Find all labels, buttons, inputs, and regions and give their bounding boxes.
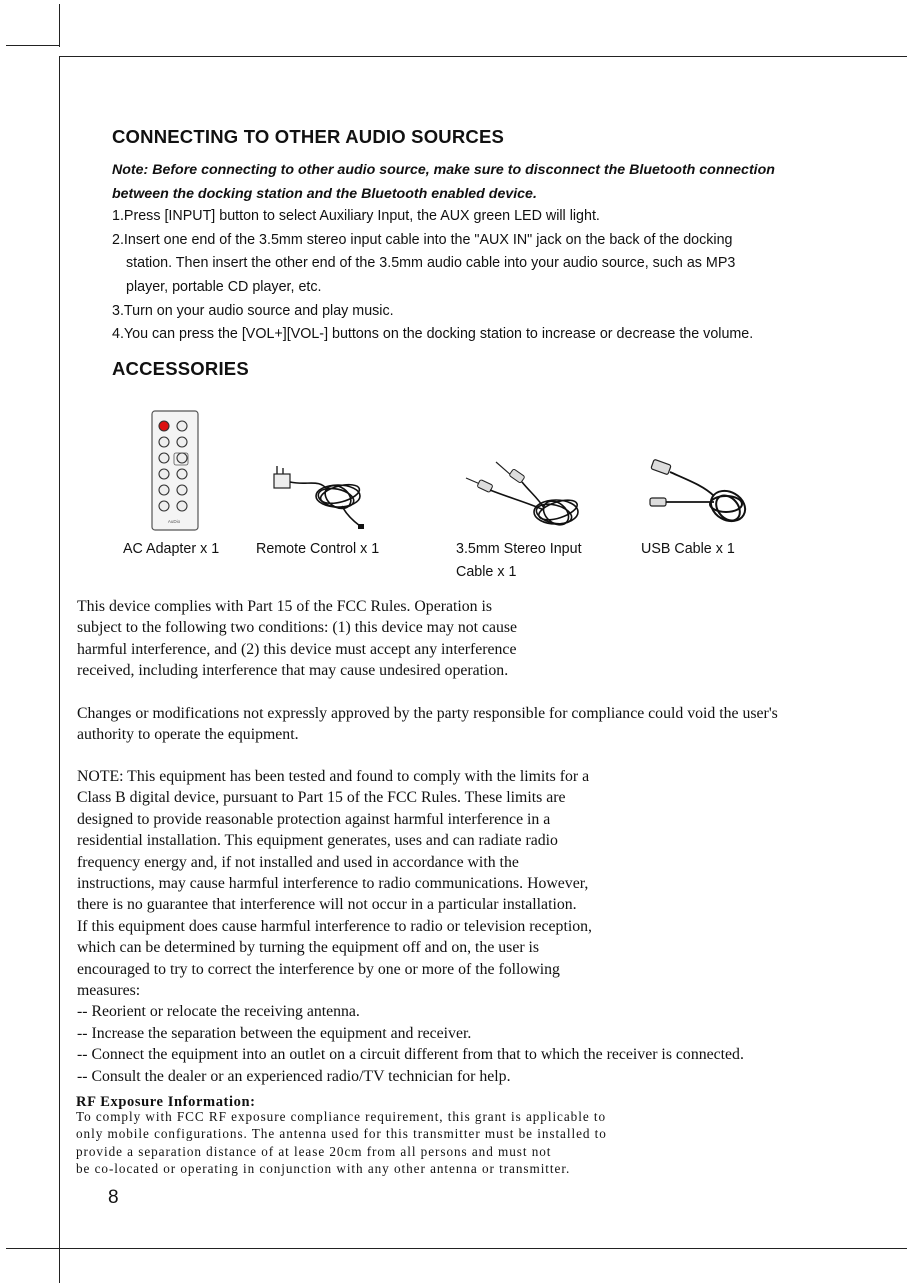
ac-adapter-image <box>268 462 378 534</box>
step-line: 2.Insert one end of the 3.5mm stereo input cable into the "AUX IN" jack on the back of the docking <box>112 232 733 248</box>
text-line: instructions, may cause harmful interference to radio communications. However, <box>77 875 589 893</box>
caption-stereo-cable <box>456 538 582 584</box>
text-line: which can be determined by turning the equipment off and on, the user is <box>77 939 540 957</box>
text-line: received, including interference that may cause undesired operation. <box>77 662 509 680</box>
step-line: 3.Turn on your audio source and play music. <box>112 303 394 319</box>
remote-control-image <box>150 410 202 532</box>
crop-mark-bottom-horizontal <box>6 1248 60 1249</box>
text-line: residential installation. This equipment generates, uses and can radiate radio <box>77 832 558 850</box>
text-line: To comply with FCC RF exposure compliance requirement, this grant is applicable to <box>76 1109 607 1124</box>
text-line: -- Increase the separation between the equipment and receiver. <box>77 1024 472 1042</box>
note-text <box>112 158 775 206</box>
stereo-cable-image <box>460 458 600 534</box>
usb-cable-image <box>648 456 752 532</box>
remote-brand-label: AuDio <box>167 519 181 524</box>
text-line: authority to operate the equipment. <box>77 726 299 744</box>
page-number: 8 <box>108 1187 119 1208</box>
text-line: encouraged to try to correct the interference by one or more of the following <box>77 960 560 978</box>
text-line: designed to provide reasonable protection against harmful interference in a <box>77 810 551 828</box>
step-line: 1.Press [INPUT] button to select Auxiliary Input, the AUX green LED will light. <box>112 208 600 224</box>
text-line: -- Connect the equipment into an outlet on a circuit different from that to which the receiver is connected. <box>77 1046 744 1064</box>
text-line: -- Consult the dealer or an experienced radio/TV technician for help. <box>77 1067 511 1085</box>
power-button-icon <box>159 421 169 431</box>
text-line: Changes or modifications not expressly approved by the party responsible for compliance could void the user's <box>77 705 778 722</box>
text-line: provide a separation distance of at lease 20cm from all persons and must not <box>76 1143 552 1159</box>
text-line: subject to the following two conditions: (1) this device may not cause <box>77 619 518 637</box>
frame-bottom-border <box>59 1248 907 1249</box>
text-line: be co-located or operating in conjunction with any other antenna or transmitter. <box>76 1161 571 1177</box>
rf-exposure-text <box>76 1108 607 1178</box>
step-line: player, portable CD player, etc. <box>126 279 322 295</box>
text-line: there is no guarantee that interference will not occur in a particular installation. <box>77 896 577 914</box>
section-heading-connecting: CONNECTING TO OTHER AUDIO SOURCES <box>112 126 505 147</box>
text-line: frequency energy and, if not installed and used in accordance with the <box>77 853 519 871</box>
text-line: measures: <box>77 982 141 1000</box>
frame-top-border <box>59 56 907 57</box>
caption-remote-control: Remote Control x 1 <box>256 541 380 557</box>
frame-left-border <box>59 56 60 1249</box>
crop-mark-top-vertical <box>59 4 60 47</box>
step-line: 4.You can press the [VOL+][VOL-] buttons on the docking station to increase or decrease the volume. <box>112 326 754 342</box>
rf-exposure-heading: RF Exposure Information: <box>76 1094 256 1110</box>
text-line: harmful interference, and (2) this device must accept any interference <box>77 640 517 658</box>
caption-stereo-cable-line: 3.5mm Stereo Input <box>456 541 582 557</box>
fcc-paragraph-2 <box>77 703 778 746</box>
crop-mark-top-horizontal <box>6 45 60 46</box>
caption-stereo-cable-line: Cable x 1 <box>456 564 517 580</box>
note-line: Note: Before connecting to other audio source, make sure to disconnect the Bluetooth connection <box>112 162 775 178</box>
fcc-paragraph-1 <box>77 596 517 682</box>
text-line: NOTE: This equipment has been tested and found to comply with the limits for a <box>77 768 590 785</box>
note-line: between the docking station and the Bluetooth enabled device. <box>112 186 537 202</box>
text-line: -- Reorient or relocate the receiving antenna. <box>77 1003 360 1021</box>
text-line: only mobile configurations. The antenna used for this transmitter must be installed to <box>76 1126 607 1142</box>
text-line: If this equipment does cause harmful interference to radio or television reception, <box>77 917 592 935</box>
crop-mark-bottom-vertical <box>59 1248 60 1283</box>
caption-usb-cable: USB Cable x 1 <box>641 541 735 557</box>
caption-ac-adapter: AC Adapter x 1 <box>123 541 220 557</box>
step-line: station. Then insert the other end of the 3.5mm audio cable into your audio source, such as MP3 <box>126 255 736 271</box>
fcc-paragraph-3 <box>77 766 744 1087</box>
text-line: Class B digital device, pursuant to Part 15 of the FCC Rules. These limits are <box>77 789 566 807</box>
section-heading-accessories: ACCESSORIES <box>112 358 249 379</box>
text-line: This device complies with Part 15 of the FCC Rules. Operation is <box>77 598 493 615</box>
